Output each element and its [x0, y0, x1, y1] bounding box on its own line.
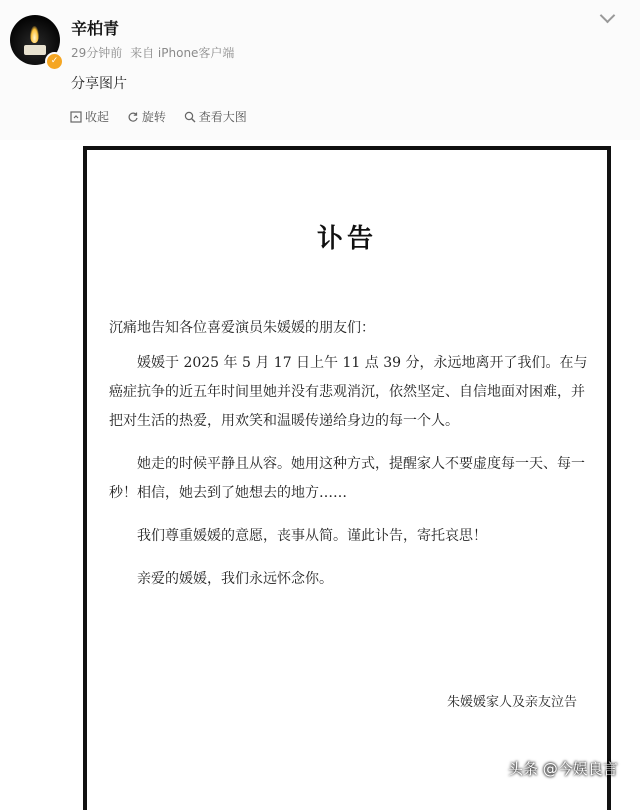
collapse-label: 收起 [85, 110, 110, 124]
collapse-icon [70, 111, 82, 123]
chevron-down-icon[interactable] [600, 8, 616, 24]
notice-body [109, 314, 589, 608]
collapse-button[interactable] [70, 108, 109, 125]
notice-salutation: 沉痛地告知各位喜爱演员朱媛媛的朋友们： [109, 320, 375, 336]
notice-paragraph: 我们尊重媛媛的意愿，丧事从简。谨此讣告，寄托哀思！ [137, 528, 487, 544]
obituary-image[interactable] [83, 146, 611, 810]
notice-title: 讣告 [316, 224, 377, 254]
view-large-label: 查看大图 [198, 110, 247, 124]
post-meta [71, 44, 238, 61]
notice-paragraph: 媛媛于 2025 年 5 月 17 日上午 11 点 39 分，永远地离开了我们。在与癌症抗争的近五年时间里她并没有悲观消沉，依然坚定、自信地面对困难，并把对生活的热爱，用欢笑和温暖传递给身边的每一个人。 [109, 355, 588, 429]
author-name[interactable]: 辛柏青 [71, 19, 120, 38]
candle-body [24, 45, 46, 55]
notice-paragraph: 她走的时候平静且从容。她用这种方式，提醒家人不要虚度每一天、每一秒！相信，她去到了她想去的地方…… [109, 456, 585, 501]
post-time: 29分钟前 [71, 46, 123, 60]
post-header [0, 0, 640, 140]
watermark: 头条 @今娱良言 [508, 760, 618, 778]
post-text: 分享图片 [71, 76, 127, 92]
verified-badge-icon: ✓ [45, 52, 64, 71]
rotate-button[interactable] [127, 108, 166, 125]
rotate-icon [127, 111, 139, 123]
rotate-label: 旋转 [141, 110, 166, 124]
view-large-button[interactable] [184, 108, 247, 125]
notice-paragraph: 亲爱的媛媛，我们永远怀念你。 [137, 571, 333, 587]
candle-icon [30, 26, 39, 43]
image-actions [70, 108, 261, 126]
post-source: 来自 iPhone客户端 [130, 46, 235, 60]
magnifier-icon [184, 111, 196, 123]
notice-signature: 朱媛媛家人及亲友泣告 [447, 695, 578, 710]
